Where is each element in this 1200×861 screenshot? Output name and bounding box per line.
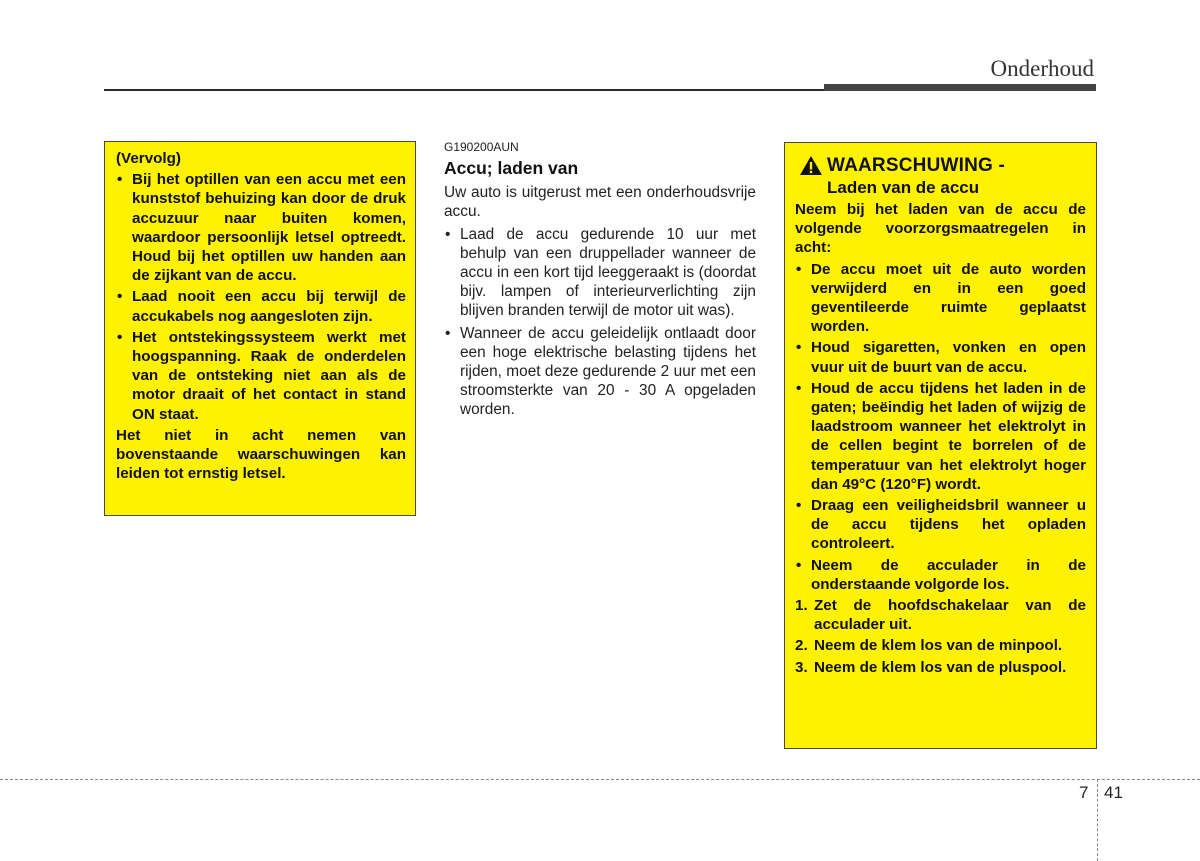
warning-title: WAARSCHUWING - — [827, 155, 1006, 176]
page-number: 41 — [1104, 783, 1123, 802]
warning-triangle-icon — [799, 155, 823, 176]
step-number: 3. — [795, 658, 808, 676]
charging-list — [444, 225, 756, 419]
step-number: 1. — [795, 597, 808, 615]
disconnect-steps — [795, 596, 1086, 677]
footer-page-divider — [1097, 779, 1098, 861]
continued-label: (Vervolg) — [116, 150, 181, 167]
caution-box-continued — [104, 141, 416, 516]
header-rule-accent — [824, 84, 1096, 91]
list-item: • Laad de accu gedurende 10 uur met behulp van een druppellader wanneer de accu in een kort tijd leeggeraakt is (doordat bijv. lampen of interieurverlichting zijn blijven branden terwijl de motor uit was). — [444, 225, 756, 320]
step-item — [795, 596, 1086, 634]
warning-intro: Neem bij het laden van de accu de volgende voorzorgsmaatregelen in acht: — [795, 201, 1086, 257]
step-number: 2. — [795, 637, 808, 655]
list-item: • Het ontstekingssysteem werkt met hoogspanning. Raak de onderdelen van de ontsteking niet aan als de motor draait of het contact in stand ON staat. — [116, 328, 406, 424]
caution-closing: Het niet in acht nemen van bovenstaande waarschuwingen kan leiden tot ernstig letsel. — [116, 426, 406, 483]
list-item: • Laad nooit een accu bij terwijl de accukabels nog aangesloten zijn. — [116, 287, 406, 325]
list-item: • Neem de acculader in de onderstaande volgorde los. — [795, 556, 1086, 594]
section-heading: Accu; laden van — [444, 158, 579, 178]
section-code: G190200AUN — [444, 140, 519, 154]
list-item: • Draag een veiligheidsbril wanneer u de accu tijdens het opladen controleert. — [795, 496, 1086, 554]
list-item: • Bij het optillen van een accu met een kunststof behuizing kan door de druk accuzuur naar buiten komen, waardoor persoonlijk letsel optreedt. Houd bij het optillen uw handen aan de zijkant van de accu. — [116, 170, 406, 285]
step-text: Zet de hoofdschakelaar van de acculader uit. — [814, 597, 1086, 634]
section-intro: Uw auto is uitgerust met een onderhoudsvrije accu. — [444, 184, 756, 220]
step-item — [795, 658, 1086, 677]
warning-box — [784, 142, 1097, 749]
step-item — [795, 636, 1086, 655]
warning-list — [795, 260, 1086, 594]
list-item: • Wanneer de accu geleidelijk ontlaadt door een hoge elektrische belasting tijdens het rijden, moet deze gedurende 2 uur met een stroomsterkte van 20 - 30 A opgeladen worden. — [444, 324, 756, 419]
section-title: Onderhoud — [990, 56, 1094, 81]
battery-charging-section — [444, 139, 756, 419]
list-item: • Houd sigaretten, vonken en open vuur uit de buurt van de accu. — [795, 338, 1086, 376]
step-text: Neem de klem los van de pluspool. — [814, 658, 1067, 676]
list-item: • De accu moet uit de auto worden verwijderd en in een goed geventileerde ruimte geplaatst worden. — [795, 260, 1086, 337]
list-item: • Houd de accu tijdens het laden in de gaten; beëindig het laden of wijzig de laadstroom wanneer het elektrolyt in de cellen begint te borrelen of de temperatuur van het elektrolyt hoger dan 49°C (120°F) wordt. — [795, 379, 1086, 494]
caution-list — [116, 170, 406, 424]
footer-divider — [0, 779, 1200, 780]
warning-header — [795, 155, 1086, 177]
warning-subtitle: Laden van de accu — [827, 178, 980, 197]
step-text: Neem de klem los van de minpool. — [814, 637, 1063, 655]
chapter-number: 7 — [1079, 783, 1089, 802]
